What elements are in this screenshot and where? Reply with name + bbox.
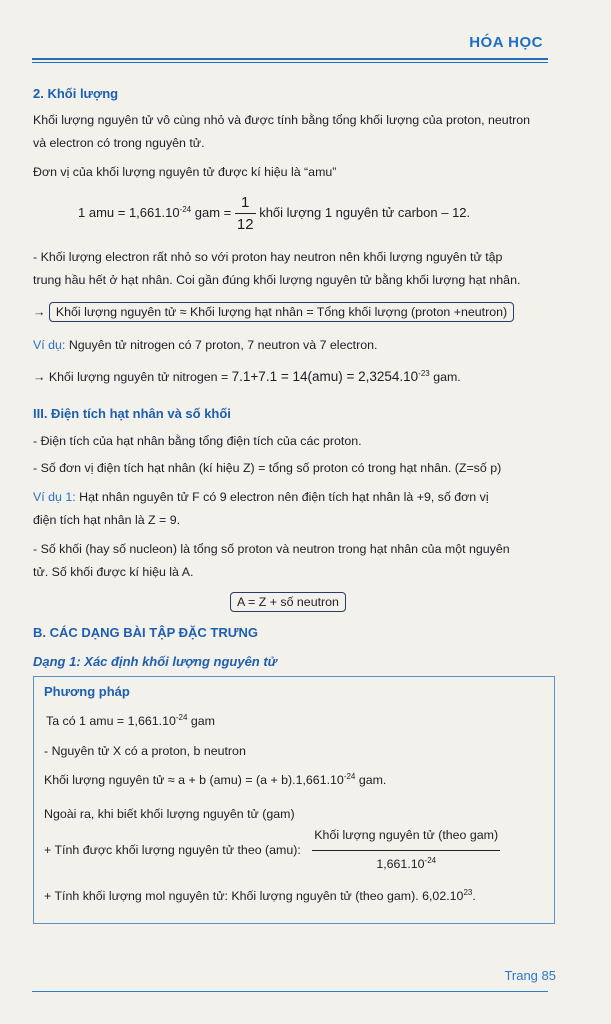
- fraction-denominator: 12: [235, 213, 256, 233]
- paragraph-line: trung hầu hết ở hạt nhân. Coi gần đúng khối lượng nguyên tử bằng khối lượng hạt nhân.: [33, 273, 521, 287]
- arrow: →: [33, 305, 46, 319]
- exponent: -24: [343, 772, 356, 781]
- bullet-line: - Số khối (hay số nucleon) là tổng số proton và neutron trong hạt nhân của một nguyên: [33, 542, 510, 556]
- method-line: [44, 889, 476, 903]
- section-heading-mass: 2. Khối lượng: [33, 86, 119, 101]
- method-title: Phương pháp: [44, 684, 130, 699]
- method-text: Khối lượng nguyên tử ≈ a + b (amu) = (a + b).1,661.10: [44, 773, 344, 787]
- fraction: [312, 828, 500, 871]
- example-calculation: [33, 369, 461, 384]
- exponent: 23: [463, 888, 473, 897]
- calc-label: → Khối lượng nguyên tử nitrogen =: [33, 370, 229, 384]
- method-text: Ta có 1 amu = 1,661.10: [46, 714, 176, 728]
- paragraph-line: Đơn vị của khối lượng nguyên tử được kí hiệu là “amu”: [33, 165, 337, 179]
- method-box: [33, 676, 555, 924]
- example-label: Ví dụ:: [33, 338, 66, 352]
- exercise-type-heading: Dạng 1: Xác định khối lượng nguyên tử: [33, 654, 277, 669]
- paragraph-line: - Khối lượng electron rất nhỏ so với proton hay neutron nên khối lượng nguyên tử tập: [33, 250, 503, 264]
- section-heading-exercises: B. CÁC DẠNG BÀI TẬP ĐẶC TRƯNG: [33, 625, 259, 640]
- bullet-line: - Số đơn vị điện tích hạt nhân (kí hiệu Z) = tổng số proton có trong hạt nhân. (Z=số p): [33, 461, 502, 475]
- footer-rule: [32, 991, 548, 992]
- example-text: Hạt nhân nguyên tử F có 9 electron nên điện tích hạt nhân là +9, số đơn vị: [79, 490, 489, 504]
- fraction-denominator: [312, 850, 500, 871]
- boxed-formula: Khối lượng nguyên tử ≈ Khối lượng hạt nhân = Tổng khối lượng (proton +neutron): [49, 302, 514, 322]
- boxed-formula: A = Z + số neutron: [230, 592, 346, 612]
- paragraph-line: và electron có trong nguyên tử.: [33, 136, 205, 150]
- amu-formula-right: khối lượng 1 nguyên tử carbon – 12.: [259, 204, 471, 220]
- amu-formula: [78, 194, 470, 233]
- example-label: Ví dụ 1:: [33, 490, 76, 504]
- den-value: 1,661.10: [376, 857, 425, 871]
- method-unit: gam: [190, 714, 215, 728]
- method-text: + Tính được khối lượng nguyên tử theo (amu):: [44, 842, 301, 857]
- method-text: + Tính khối lượng mol nguyên tử: Khối lượng nguyên tử (theo gam). 6,02.10: [44, 889, 464, 903]
- amu-formula-left: 1 amu = 1,661.10: [78, 204, 180, 220]
- example-text: Nguyên tử nitrogen có 7 proton, 7 neutron và 7 electron.: [68, 338, 378, 352]
- paragraph-line: Khối lượng nguyên tử vô cùng nhỏ và được tính bằng tổng khối lượng của proton, neutron: [33, 113, 531, 127]
- page-number: Trang 85: [504, 968, 556, 983]
- calc-equation: 7.1+7.1 = 14(amu) = 2,3254.10: [231, 369, 419, 384]
- method-line: [44, 828, 500, 871]
- section-heading-charge: III. Điện tích hạt nhân và số khối: [33, 406, 231, 421]
- method-line: - Nguyên tử X có a proton, b neutron: [44, 744, 246, 758]
- exponent: -24: [175, 713, 188, 722]
- example-line: điện tích hạt nhân là Z = 9.: [33, 513, 181, 527]
- method-unit: gam.: [358, 773, 387, 787]
- example-line: [33, 490, 489, 504]
- mass-number-formula: [230, 592, 346, 612]
- method-line: [44, 773, 386, 787]
- bullet-line: - Điện tích của hạt nhân bằng tổng điện tích của các proton.: [33, 434, 362, 448]
- fraction: [235, 194, 256, 233]
- exponent: -24: [424, 856, 437, 865]
- exponent: -23: [418, 369, 430, 378]
- exponent: -24: [179, 204, 192, 214]
- bullet-line: tử. Số khối được kí hiệu là A.: [33, 565, 194, 579]
- boxed-mass-relation: [33, 302, 514, 322]
- example-line: [33, 338, 377, 352]
- header-rule: [32, 58, 548, 63]
- method-line: [46, 714, 215, 728]
- method-end: .: [472, 889, 476, 903]
- calc-unit: gam.: [433, 370, 461, 384]
- fraction-numerator: 1: [241, 194, 250, 211]
- amu-formula-unit: gam =: [194, 204, 232, 220]
- fraction-numerator: Khối lượng nguyên tử (theo gam): [314, 828, 499, 842]
- method-line: Ngoài ra, khi biết khối lượng nguyên tử (gam): [44, 807, 295, 821]
- page-header-title: HÓA HỌC: [469, 34, 543, 51]
